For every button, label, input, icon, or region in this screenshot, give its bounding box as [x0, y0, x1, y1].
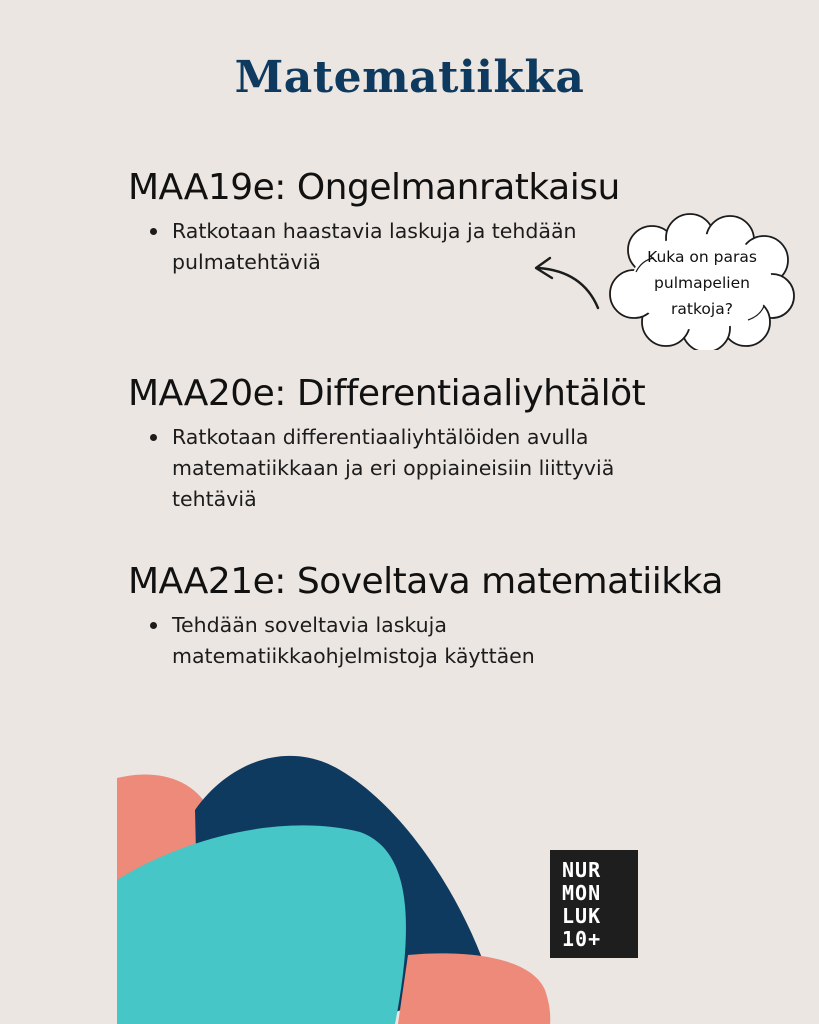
course-bullet: Ratkotaan differentiaaliyhtälöiden avulla matematiikkaan ja eri oppiaineisiin liittyviä tehtäviä: [172, 422, 642, 515]
logo-line: 10+: [562, 927, 602, 951]
school-logo: [550, 850, 638, 958]
course-bullet-list: [128, 610, 768, 672]
thought-cloud-icon: [606, 210, 798, 350]
page-title: Matematiikka: [234, 52, 585, 103]
course-maa21e: [128, 560, 768, 672]
curved-arrow-icon: [528, 254, 608, 314]
course-bullet: Tehdään soveltavia laskuja matematiikkaohjelmistoja käyttäen: [172, 610, 612, 672]
course-heading: MAA20e: Differentiaaliyhtälöt: [128, 373, 646, 414]
coral-blob-bottom: [398, 953, 550, 1024]
course-heading: MAA21e: Soveltava matematiikka: [128, 561, 723, 602]
course-bullet-list: [128, 422, 768, 515]
logo-line: LUK: [562, 904, 602, 928]
callout-text: Kuka on paras pulmapelien ratkoja?: [647, 248, 757, 318]
course-bullet: Ratkotaan haastavia laskuja ja tehdään pulmatehtäviä: [172, 216, 612, 278]
course-maa20e: [128, 372, 768, 515]
decorative-blobs: [0, 740, 600, 1024]
logo-line: NUR: [562, 858, 602, 882]
logo-line: MON: [562, 881, 602, 905]
course-heading: MAA19e: Ongelmanratkaisu: [128, 167, 620, 208]
